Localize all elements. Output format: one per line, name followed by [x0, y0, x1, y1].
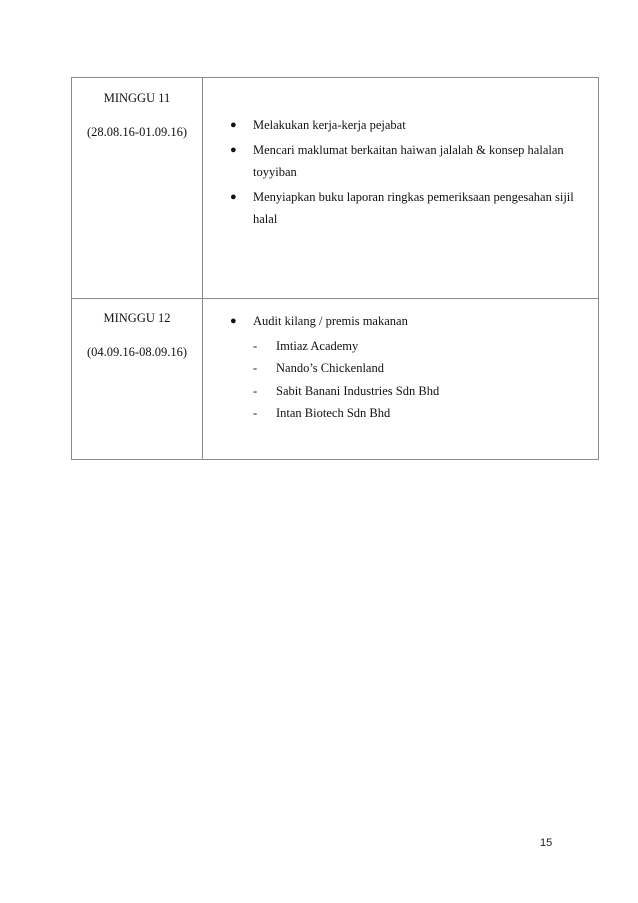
- task-text: Audit kilang / premis makanan: [253, 314, 408, 328]
- dash-icon: -: [253, 406, 258, 420]
- dash-icon: -: [253, 361, 258, 375]
- weekly-schedule-table: [71, 77, 599, 460]
- task-cell: [203, 78, 599, 299]
- task-text: Melakukan kerja-kerja pejabat: [253, 118, 406, 132]
- bullet-icon: ●: [230, 143, 237, 156]
- task-cell: [203, 299, 599, 460]
- week-dates: (28.08.16-01.09.16): [87, 125, 187, 139]
- task-item: [230, 186, 586, 231]
- week-cell: [72, 78, 203, 299]
- task-text: Menyiapkan buku laporan ringkas pemeriksaan pengesahan sijil halal: [253, 189, 574, 226]
- week-dates: (04.09.16-08.09.16): [87, 345, 187, 359]
- premises-item: [253, 357, 586, 380]
- task-item: [230, 139, 586, 184]
- premises-item: [253, 402, 586, 425]
- task-text: Mencari maklumat berkaitan haiwan jalalah & konsep halalan toyyiban: [253, 142, 564, 179]
- premises-list: [253, 335, 586, 425]
- premises-item: [253, 335, 586, 358]
- table-row: [72, 299, 599, 460]
- premises-name: Sabit Banani Industries Sdn Bhd: [276, 383, 440, 398]
- premises-name: Imtiaz Academy: [276, 338, 359, 353]
- bullet-icon: ●: [230, 119, 237, 131]
- week-label: MINGGU 12: [103, 311, 171, 325]
- premises-item: [253, 380, 586, 403]
- dash-icon: -: [253, 338, 258, 353]
- premises-name: Intan Biotech Sdn Bhd: [276, 406, 391, 420]
- task-item: [230, 114, 586, 137]
- dash-icon: -: [253, 383, 258, 398]
- task-list: [203, 310, 598, 425]
- week-label: MINGGU 11: [103, 91, 171, 105]
- bullet-icon: ●: [230, 315, 237, 327]
- bullet-icon: ●: [230, 190, 237, 203]
- task-item: [230, 310, 586, 425]
- table-row: [72, 78, 599, 299]
- premises-name: Nando’s Chickenland: [276, 361, 384, 375]
- page-number: 15: [540, 837, 553, 849]
- task-list: [203, 114, 598, 231]
- week-cell: [72, 299, 203, 460]
